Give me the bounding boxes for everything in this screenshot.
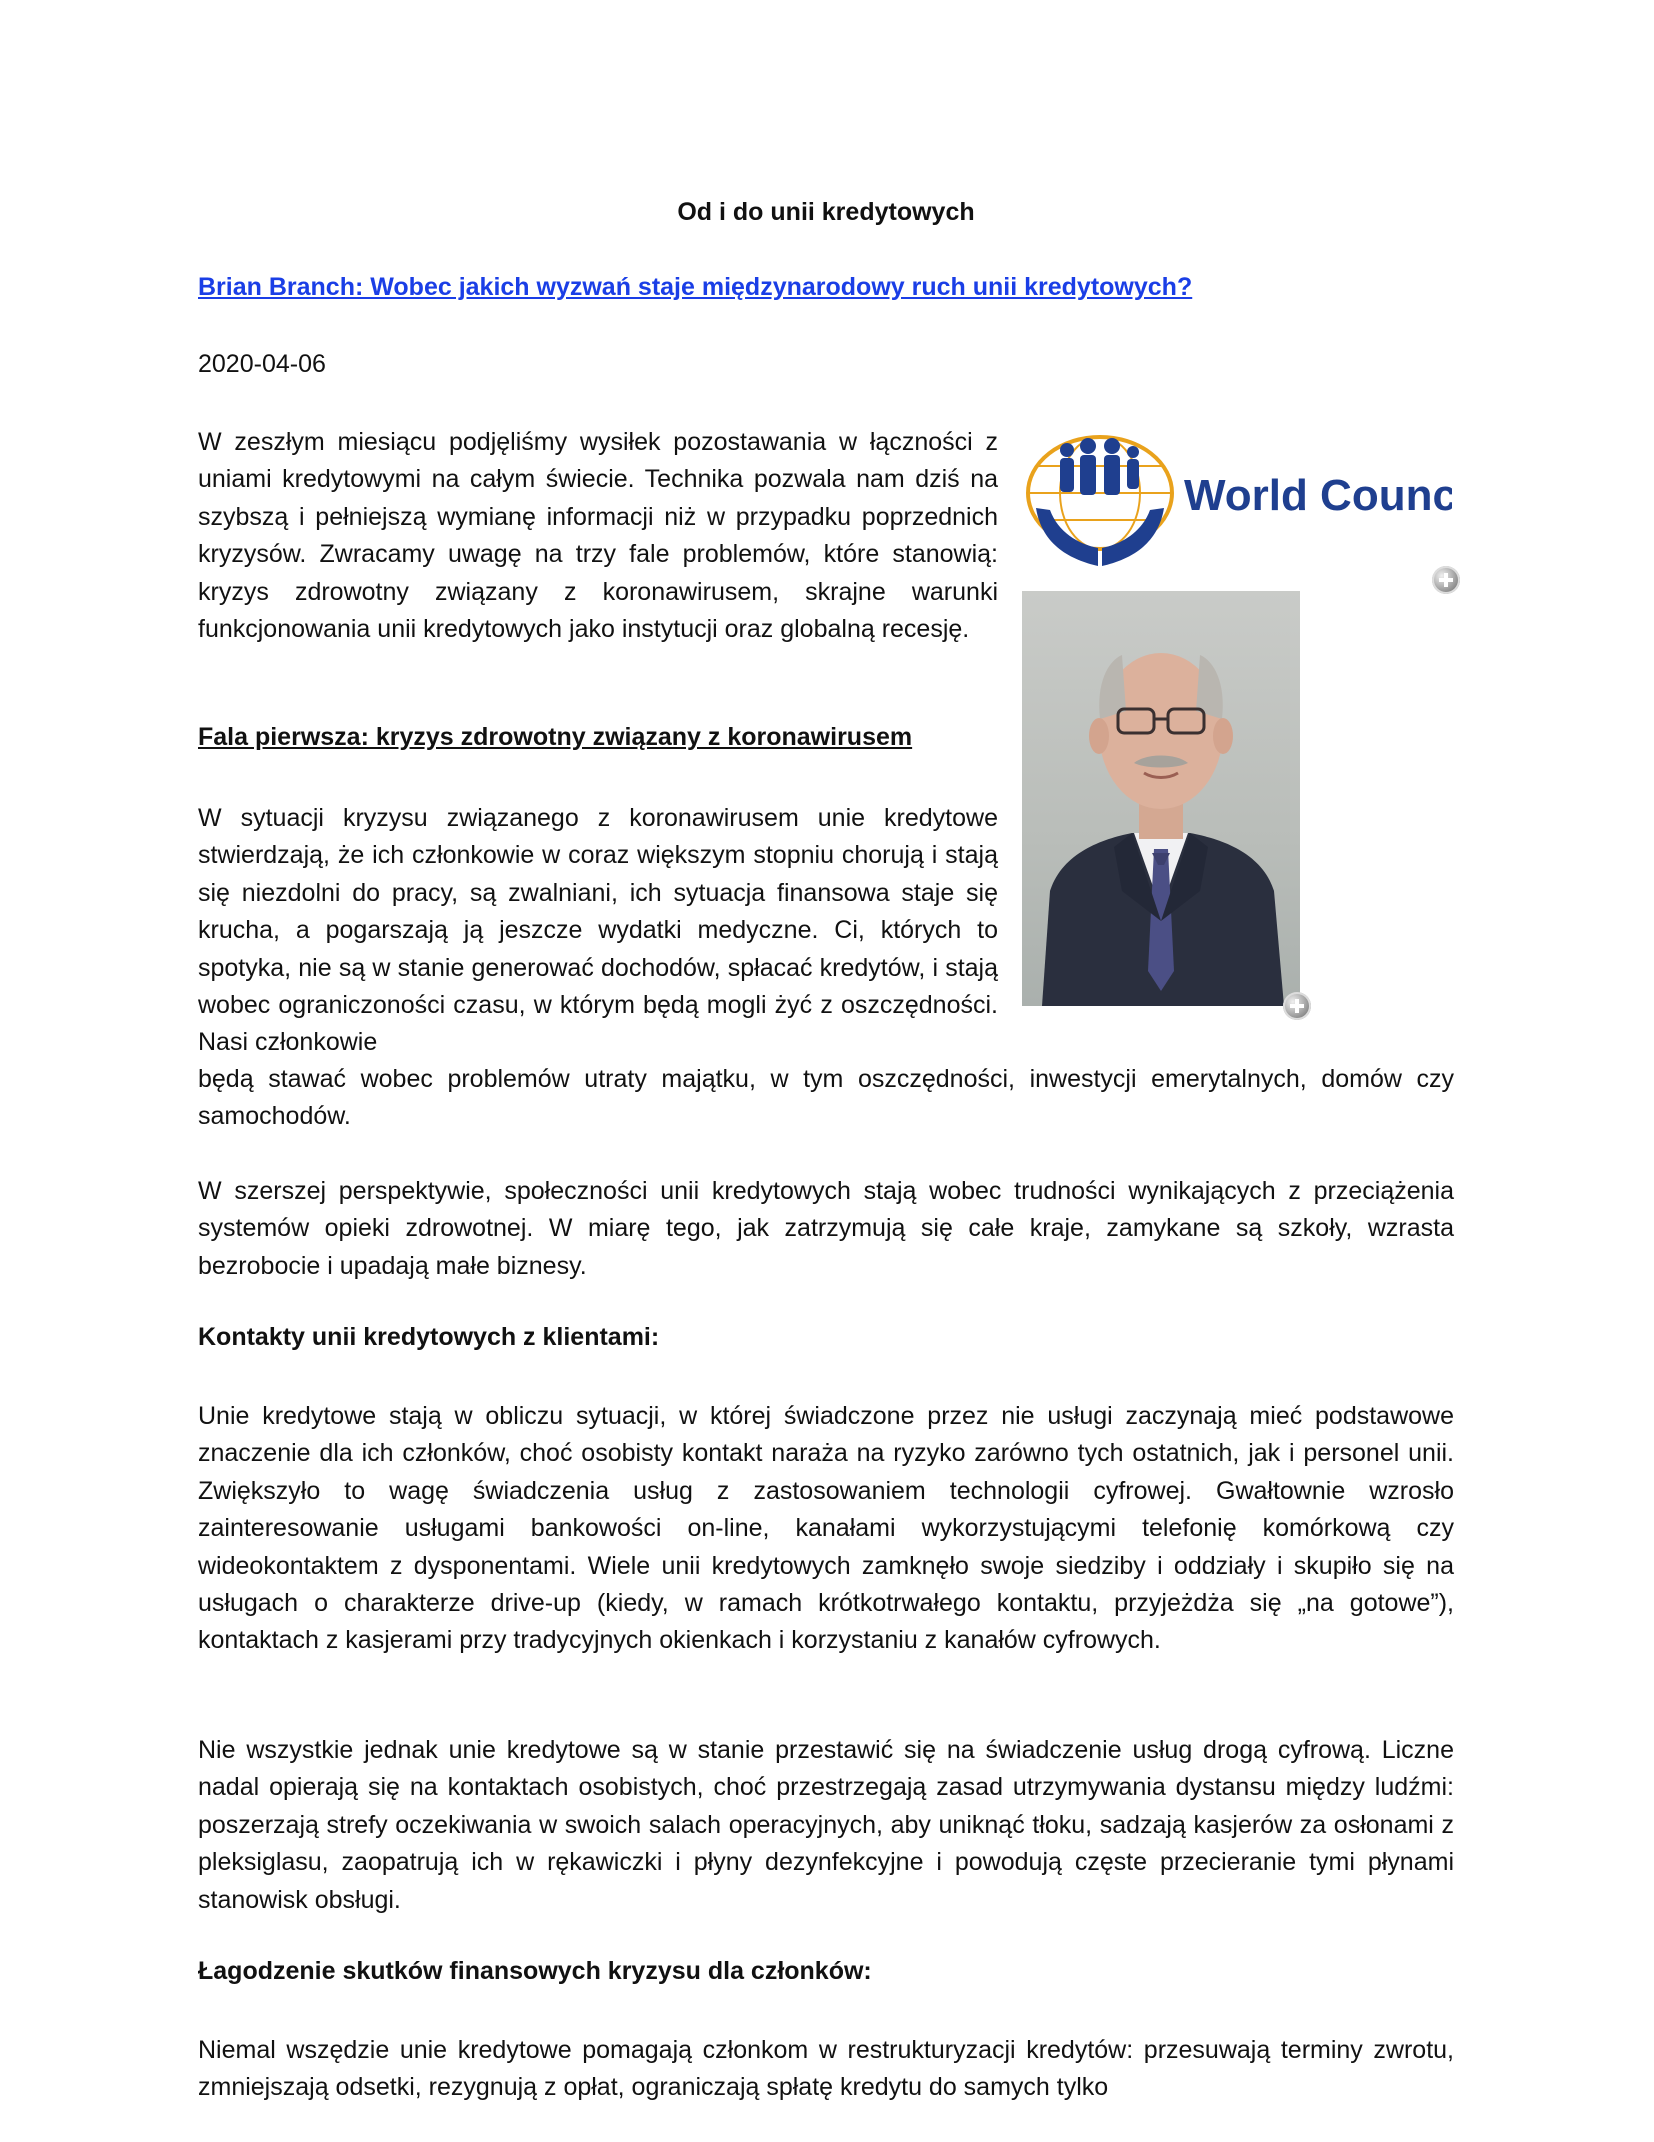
- globe-hands-icon: [1028, 437, 1172, 566]
- logo-text: World Council: [1184, 471, 1452, 520]
- section2-paragraph-1: Unie kredytowe stają w obliczu sytuacji, w której świadczone przez nie usługi zaczynają mieć podstawowe znaczenie dla ich członków, choć osobisty kontakt naraża na ryzyko zarówno tych ostatnich, jak i personel unii. Zwiększyło to wagę świadczenia usług z zastosowaniem technologii cyfrowej. Gwałtownie wzrosło zainteresowanie usługami bankowości on-line, kanałami wykorzystującymi telefonię komórkową czy wideokontaktem z dysponentami. Wiele unii kredytowych zamknęło swoje siedziby i oddziały i skupiło się na usługach o charakterze drive-up (kiedy, w ramach krótkotrwałego kontaktu, przyjeżdża się „na gotowe”), kontaktach z kasjerami przy tradycyjnych okienkach i korzystaniu z kanałów cyfrowych.: [198, 1402, 1454, 1655]
- section-heading-wave-one: Fala pierwsza: kryzys zdrowotny związany z koronawirusem: [198, 723, 913, 751]
- zoom-in-icon[interactable]: [1283, 992, 1311, 1020]
- section3-paragraph-1: Niemal wszędzie unie kredytowe pomagają członkom w restrukturyzacji kredytów: przesuwają terminy zwrotu, zmniejszają odsetki, rezygnują z opłat, ograniczają spłatę kredytu do samych tylko: [198, 2036, 1454, 2102]
- section2-paragraph-2: Nie wszystkie jednak unie kredytowe są w stanie przestawić się na świadczenie usług drogą cyfrową. Liczne nadal opierają się na kontaktach osobistych, choć przestrzegają zasad utrzymywania dystansu między ludźmi: poszerzają strefy oczekiwania w swoich salach operacyjnych, aby uniknąć tłoku, sadzają kasjerów za osłonami z pleksiglasu, zaopatrują ich w rękawiczki i płyny dezynfekcyjne i powodują częste przecieranie tymi płynami stanowisk obsługi.: [198, 1736, 1454, 1914]
- article-link[interactable]: Brian Branch: Wobec jakich wyzwań staje międzynarodowy ruch unii kredytowych?: [198, 273, 1193, 301]
- zoom-in-icon[interactable]: [1432, 566, 1460, 594]
- section1-paragraph-2: W szerszej perspektywie, społeczności unii kredytowych stają wobec trudności wynikających z przeciążenia systemów opieki zdrowotnej. W miarę tego, jak zatrzymują się całe kraje, zamykane są szkoły, wzrasta bezrobocie i upadają małe biznesy.: [198, 1177, 1454, 1280]
- section1-paragraph-wide: będą stawać wobec problemów utraty majątku, w tym oszczędności, inwestycji emerytalnych, domów czy samochodów.: [198, 1065, 1454, 1131]
- section-heading-mitigation: Łagodzenie skutków finansowych kryzysu dla członków:: [198, 1957, 872, 1985]
- article-date: 2020-04-06: [198, 350, 326, 378]
- section-heading-contacts: Kontakty unii kredytowych z klientami:: [198, 1323, 660, 1351]
- world-council-logo: [1022, 428, 1452, 573]
- page-title: Od i do unii kredytowych: [677, 198, 975, 226]
- intro-paragraph: W zeszłym miesiącu podjęliśmy wysiłek pozostawania w łączności z uniami kredytowymi na całym świecie. Technika pozwala nam dziś na szybszą i pełniejszą wymianę informacji niż w przypadku poprzednich kryzysów. Zwracamy uwagę na trzy fale problemów, które stanowią: kryzys zdrowotny związany z koronawirusem, skrajne warunki funkcjonowania unii kredytowych jako instytucji oraz globalną recesję.: [198, 428, 998, 644]
- portrait-photo: [1022, 591, 1300, 1006]
- section1-paragraph-narrow: W sytuacji kryzysu związanego z koronawirusem unie kredytowe stwierdzają, że ich członkowie w coraz większym stopniu chorują i stają się niezdolni do pracy, są zwalniani, ich sytuacja finansowa staje się krucha, a pogarszają ją jeszcze wydatki medyczne. Ci, których to spotyka, nie są w stanie generować dochodów, spłacać kredytów, i stają wobec ograniczoności czasu, w którym będą mogli żyć z oszczędności. Nasi członkowie: [198, 804, 998, 1057]
